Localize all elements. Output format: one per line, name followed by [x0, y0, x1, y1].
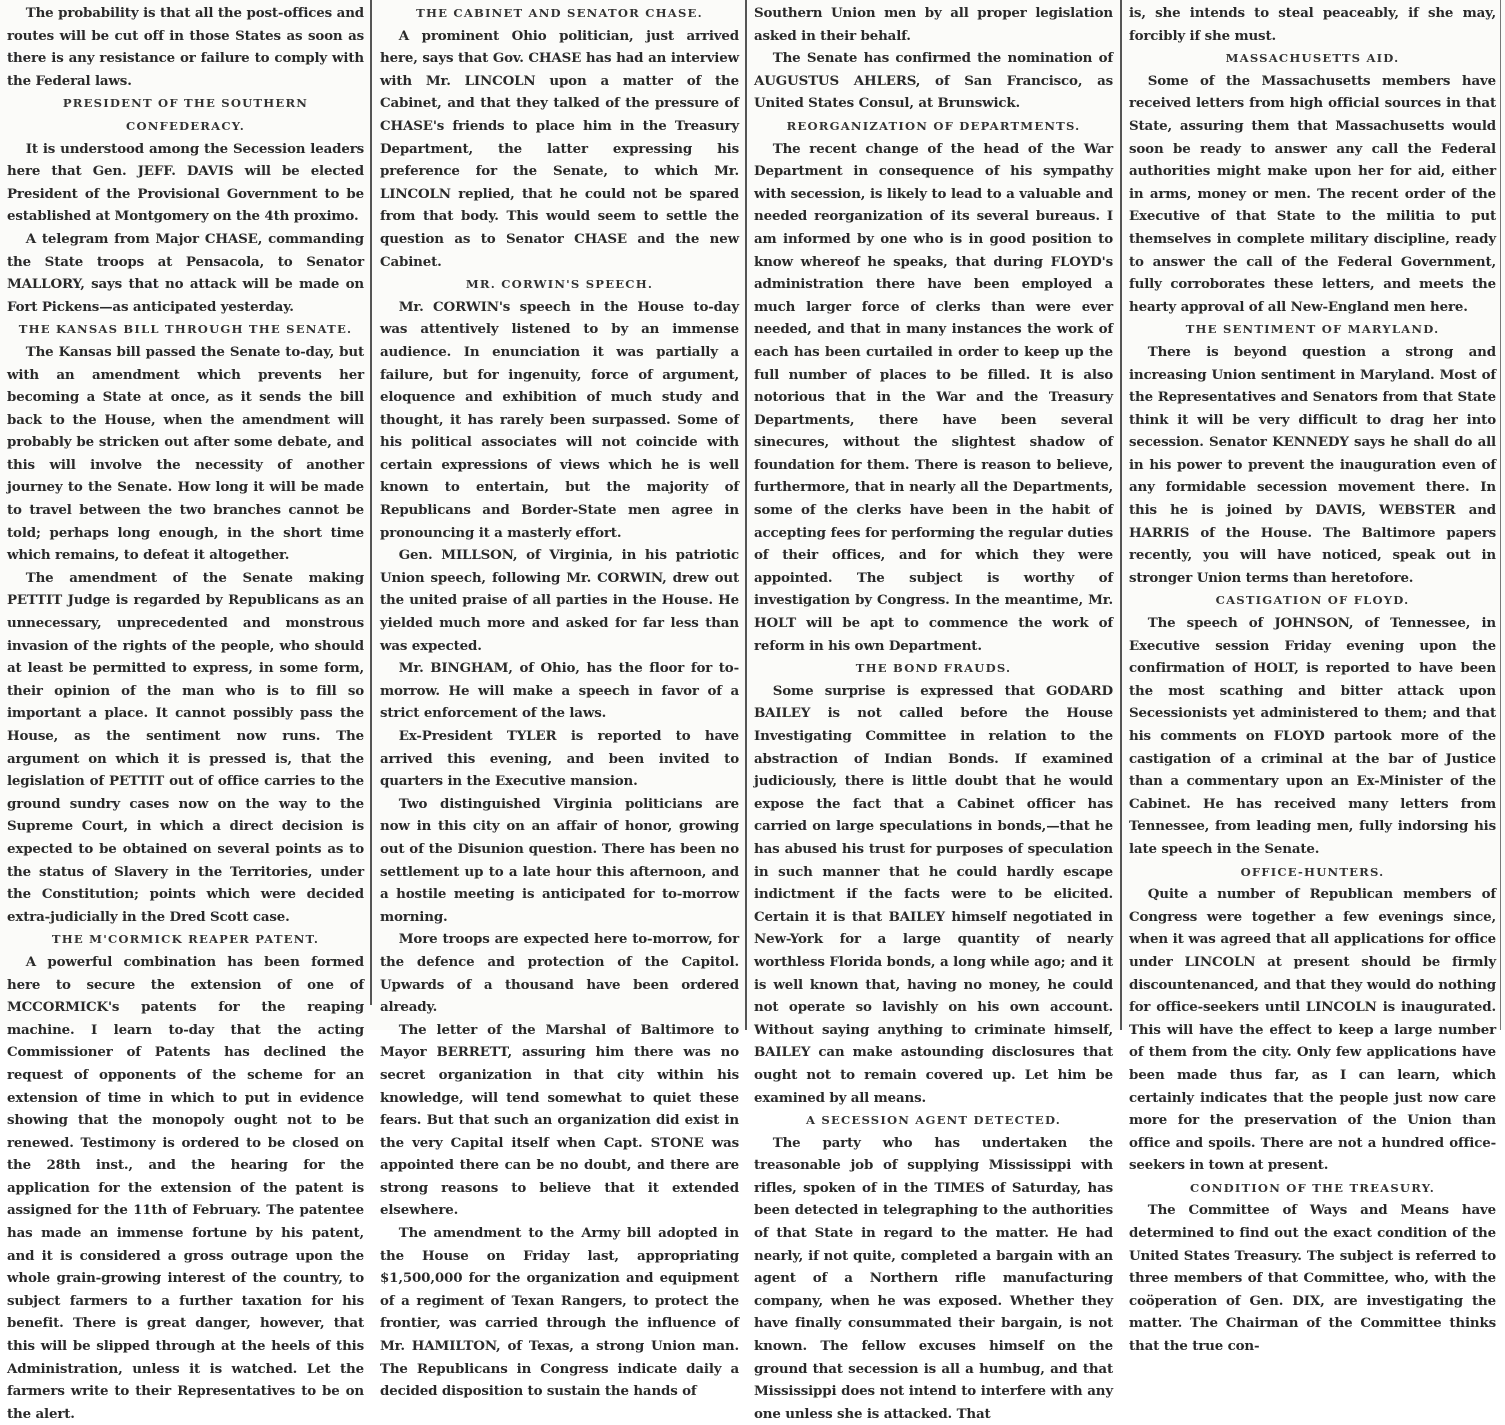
article-paragraph: A telegram from Major CHASE, commanding the State troops at Pensacola, to Senator MALLORY, says that no attack will be made on Fort Pickens—as anticipated yesterday. — [7, 230, 364, 315]
article-paragraph: The Kansas bill passed the Senate to-day, but with an amendment which prevents her becoming a State at once, as it sends the bill back to the House, when the amendment will probably be stricken out after some debate, and this will involve the necessity of another journey to the Senate. How long it will be made to travel between the two branches cannot be told; perhaps long enough, in the short time which remains, to defeat it altogether. — [7, 343, 364, 564]
article-paragraph: The speech of JOHNSON, of Tennessee, in Executive session Friday evening upon the confirmation of HOLT, is reported to have been the most scathing and bitter attack upon Secessionists yet administered to them; and that his comments on FLOYD partook more of the castigation of a criminal at the bar of Justice than a commentary upon an Ex-Minister of the Cabinet. He has received many letters from Tennessee, from leading men, fully indorsing his late speech in the Senate. — [1129, 615, 1496, 857]
article-headline: THE KANSAS BILL THROUGH THE SENATE. — [18, 322, 353, 337]
article-headline: MASSACHUSETTS AID. — [1225, 51, 1400, 66]
article-paragraph: A powerful combination has been formed here to secure the extension of one of MCCORMICK's patents for the reaping machine. I learn to-day that the acting Commissioner of Patents has declined the request of opponents of the scheme for an extension of time in which to put in evidence showing that the monopoly ought not to be renewed. Testimony is ordered to be closed on the 28th inst., and the hearing for the application for the extension of the patent is assigned for the 11th of February. The patentee has made an immense fortune by his patent, and it is considered a gross outrage upon the whole grain-growing interest of the country, to subject farmers to a further taxation for his benefit. There is great danger, however, that this will be slipped through at the heels of this Administration, unless it is watched. Let the farmers write to their Representatives to be on the alert. — [7, 953, 364, 1422]
article-paragraph: is, she intends to steal peaceably, if she may, forcibly if she must. — [1129, 5, 1496, 44]
article-headline: OFFICE-HUNTERS. — [1240, 864, 1385, 879]
article-headline: THE SENTIMENT OF MARYLAND. — [1185, 322, 1440, 337]
article-headline: THE BOND FRAUDS. — [855, 661, 1012, 676]
article-paragraph: The Senate has confirmed the nomination of AUGUSTUS AHLERS, of San Francisco, as United States Consul, at Brunswick. — [754, 50, 1113, 112]
article-paragraph: Some of the Massachusetts members have received letters from high official sources in that State, assuring them that Massachusetts would soon be ready to answer any call the Federal authorities might make upon her for aid, either in arms, money or men. The recent order of the Executive of that State to the militia to put themselves in complete military discipline, ready to answer the call of the Federal Government, fully corroborates these letters, and meets the hearty approval of all New-England men here. — [1129, 72, 1496, 315]
article-headline: MR. CORWIN'S SPEECH. — [465, 277, 654, 292]
column-rule — [370, 0, 372, 1005]
article-paragraph: It is understood among the Secession leaders here that Gen. JEFF. DAVIS will be elected President of the Provisional Government to be established at Montgomery on the 4th proximo. — [7, 140, 364, 225]
column-2 — [373, 2, 745, 1403]
article-headline: CASTIGATION OF FLOYD. — [1215, 593, 1410, 608]
article-paragraph: The party who has undertaken the treasonable job of supplying Mississippi with rifles, spoken of in the TIMES of Saturday, has been detected in telegraphing to the authorities of that State in regard to the matter. He had nearly, if not quite, completed a bargain with an agent of a Northern rifle manufacturing company, when he was exposed. Whether they have finally consummated their bargain, is not known. The fellow excuses himself on the ground that secession is all a humbug, and that Mississippi does not intend to interfere with any one unless she is attacked. That — [754, 1134, 1113, 1422]
article-paragraph: A prominent Ohio politician, just arrived here, says that Gov. CHASE has had an interview with Mr. LINCOLN upon a matter of the Cabinet, and that they talked of the pressure of CHASE's friends to place him in the Treasury Department, the latter expressing his preference for the Senate, to which Mr. LINCOLN replied, that he could not be spared from that body. This would seem to settle the question as to Senator CHASE and the new Cabinet. — [380, 27, 739, 270]
article-headline: REORGANIZATION OF DEPARTMENTS. — [786, 118, 1081, 133]
article-paragraph: Gen. MILLSON, of Virginia, in his patriotic Union speech, following Mr. CORWIN, drew out the united praise of all parties in the House. He yielded much more and asked for far less than was expected. — [380, 547, 739, 654]
article-paragraph: The amendment to the Army bill adopted in the House on Friday last, appropriating $1,500,000 for the organization and equipment of a regiment of Texan Rangers, to protect the frontier, was carried through the influence of Mr. HAMILTON, of Texas, a strong Union man. The Republicans in Congress indicate daily a decided disposition to sustain the hands of — [380, 1225, 739, 1400]
article-paragraph: Mr. BINGHAM, of Ohio, has the floor for to-morrow. He will make a speech in favor of a strict enforcement of the laws. — [380, 660, 739, 722]
article-paragraph: The amendment of the Senate making PETTIT Judge is regarded by Republicans as an unnecessary, unprecedented and monstrous invasion of the rights of the people, who should at least be permitted to express, in some form, their opinion of the man who is to fill so important a place. It cannot possibly pass the House, as the sentiment now runs. The argument on which it is pressed is, that the legislation of PETTIT out of office carries to the ground sundry cases now on the way to the Supreme Court, in which a direct decision is expected to be obtained on several points as to the status of Slavery in the Territories, under the Constitution; points which were decided extra-judicially in the Dred Scott case. — [7, 569, 364, 925]
article-paragraph: There is beyond question a strong and increasing Union sentiment in Maryland. Most of the Representatives and Senators from that State think it will be very difficult to drag her into secession. Senator KENNEDY says he shall do all in his power to prevent the inauguration even of any formidable secession movement there. In this he is joined by DAVIS, WEBSTER and HARRIS of the House. The Baltimore papers recently, you will have noticed, speak out in stronger Union terms than heretofore. — [1129, 343, 1496, 586]
article-headline: THE CABINET AND SENATOR CHASE. — [416, 6, 703, 20]
column-3 — [747, 2, 1119, 1425]
article-headline: THE M'CORMICK REAPER PATENT. — [51, 932, 320, 947]
article-paragraph: Two distinguished Virginia politicians are now in this city on an affair of honor, growing out of the Disunion question. There has been no settlement up to a late hour this afternoon, and a hostile meeting is anticipated for to-morrow morning. — [380, 795, 739, 925]
article-headline: CONDITION OF THE TREASURY. — [1190, 1180, 1435, 1195]
article-paragraph: Mr. CORWIN's speech in the House to-day was attentively listened to by an immense audience. In enunciation it was partially a failure, but for ingenuity, force of argument, eloquence and exhibition of much study and thought, it has rarely been surpassed. Some of his political associates will not coincide with certain expressions of views which he is well known to entertain, but the majority of Republicans and Border-State men agree in pronouncing it a masterly effort. — [380, 298, 739, 541]
article-paragraph: Some surprise is expressed that GODARD BAILEY is not called before the House Investigating Committee in relation to the abstraction of Indian Bonds. If examined judiciously, there is little doubt that he would expose the fact that a Cabinet officer has carried on large speculations in bonds,—that he has abused his trust for purposes of speculation in such manner that he could hardly escape indictment if the facts were to be elicited. Certain it is that BAILEY himself negotiated in New-York for a large quantity of nearly worthless Florida bonds, a long while ago; and it is well known that, having no money, he could not operate so lavishly on his own account. Without saying anything to criminate himself, BAILEY can make astounding disclosures that ought not to remain covered up. Let him be examined by all means. — [754, 682, 1113, 1106]
article-paragraph: The recent change of the head of the War Department in consequence of his sympathy with secession, is likely to lead to a valuable and needed reorganization of its several bureaus. I am informed by one who is in good position to know whereof he speaks, that during FLOYD's administration there have been employed a much larger force of clerks than were ever needed, and that in many instances the work of each has been curtailed in order to keep up the full number of places to be filled. It is also notorious that in the War and the Treasury Departments, there have been several sinecures, without the slightest shadow of foundation for them. There is reason to believe, furthermore, that in nearly all the Departments, some of the clerks have been in the habit of accepting fees for performing the regular duties of their offices, and for which they were appointed. The subject is worthy of investigation by Congress. In the meantime, Mr. HOLT will be apt to commence the work of reform in his own Department. — [754, 140, 1113, 654]
column-4 — [1122, 2, 1502, 1358]
article-paragraph: Southern Union men by all proper legislation asked in their behalf. — [754, 5, 1113, 44]
column-1 — [0, 2, 370, 1425]
article-headline: A SECESSION AGENT DETECTED. — [805, 1113, 1062, 1128]
article-paragraph: More troops are expected here to-morrow, for the defence and protection of the Capitol. Upwards of a thousand have been ordered already. — [380, 931, 739, 1016]
article-headline: PRESIDENT OF THE SOUTHERN CONFEDERACY. — [62, 96, 309, 133]
article-paragraph: Ex-President TYLER is reported to have arrived this evening, and been invited to quarters in the Executive mansion. — [380, 728, 739, 790]
article-paragraph: The letter of the Marshal of Baltimore to Mayor BERRETT, assuring him there was no secret organization in that city within his knowledge, will tend somewhat to quiet these fears. But that such an organization did exist in the very Capital itself when Capt. STONE was appointed there can be no doubt, and there are strong reasons to believe that it extended elsewhere. — [380, 1021, 739, 1219]
article-paragraph: The Committee of Ways and Means have determined to find out the exact condition of the United States Treasury. The subject is referred to three members of that Committee, who, with the coöperation of Gen. DIX, are investigating the matter. The Chairman of the Committee thinks that the true con- — [1129, 1202, 1496, 1355]
article-paragraph: The probability is that all the post-offices and routes will be cut off in those States as soon as there is any resistance or failure to comply with the Federal laws. — [7, 5, 364, 89]
article-paragraph: Quite a number of Republican members of Congress were together a few evenings since, when it was agreed that all applications for office under LINCOLN at present should be firmly discountenanced, and that they would do nothing for office-seekers until LINCOLN is inaugurated. This will have the effect to keep a large number of them from the city. Only few applications have been made thus far, as I can learn, which certainly indicates that the people just now care more for the preservation of the Union than office and spoils. There are not a hundred office-seekers in town at present. — [1129, 886, 1496, 1174]
